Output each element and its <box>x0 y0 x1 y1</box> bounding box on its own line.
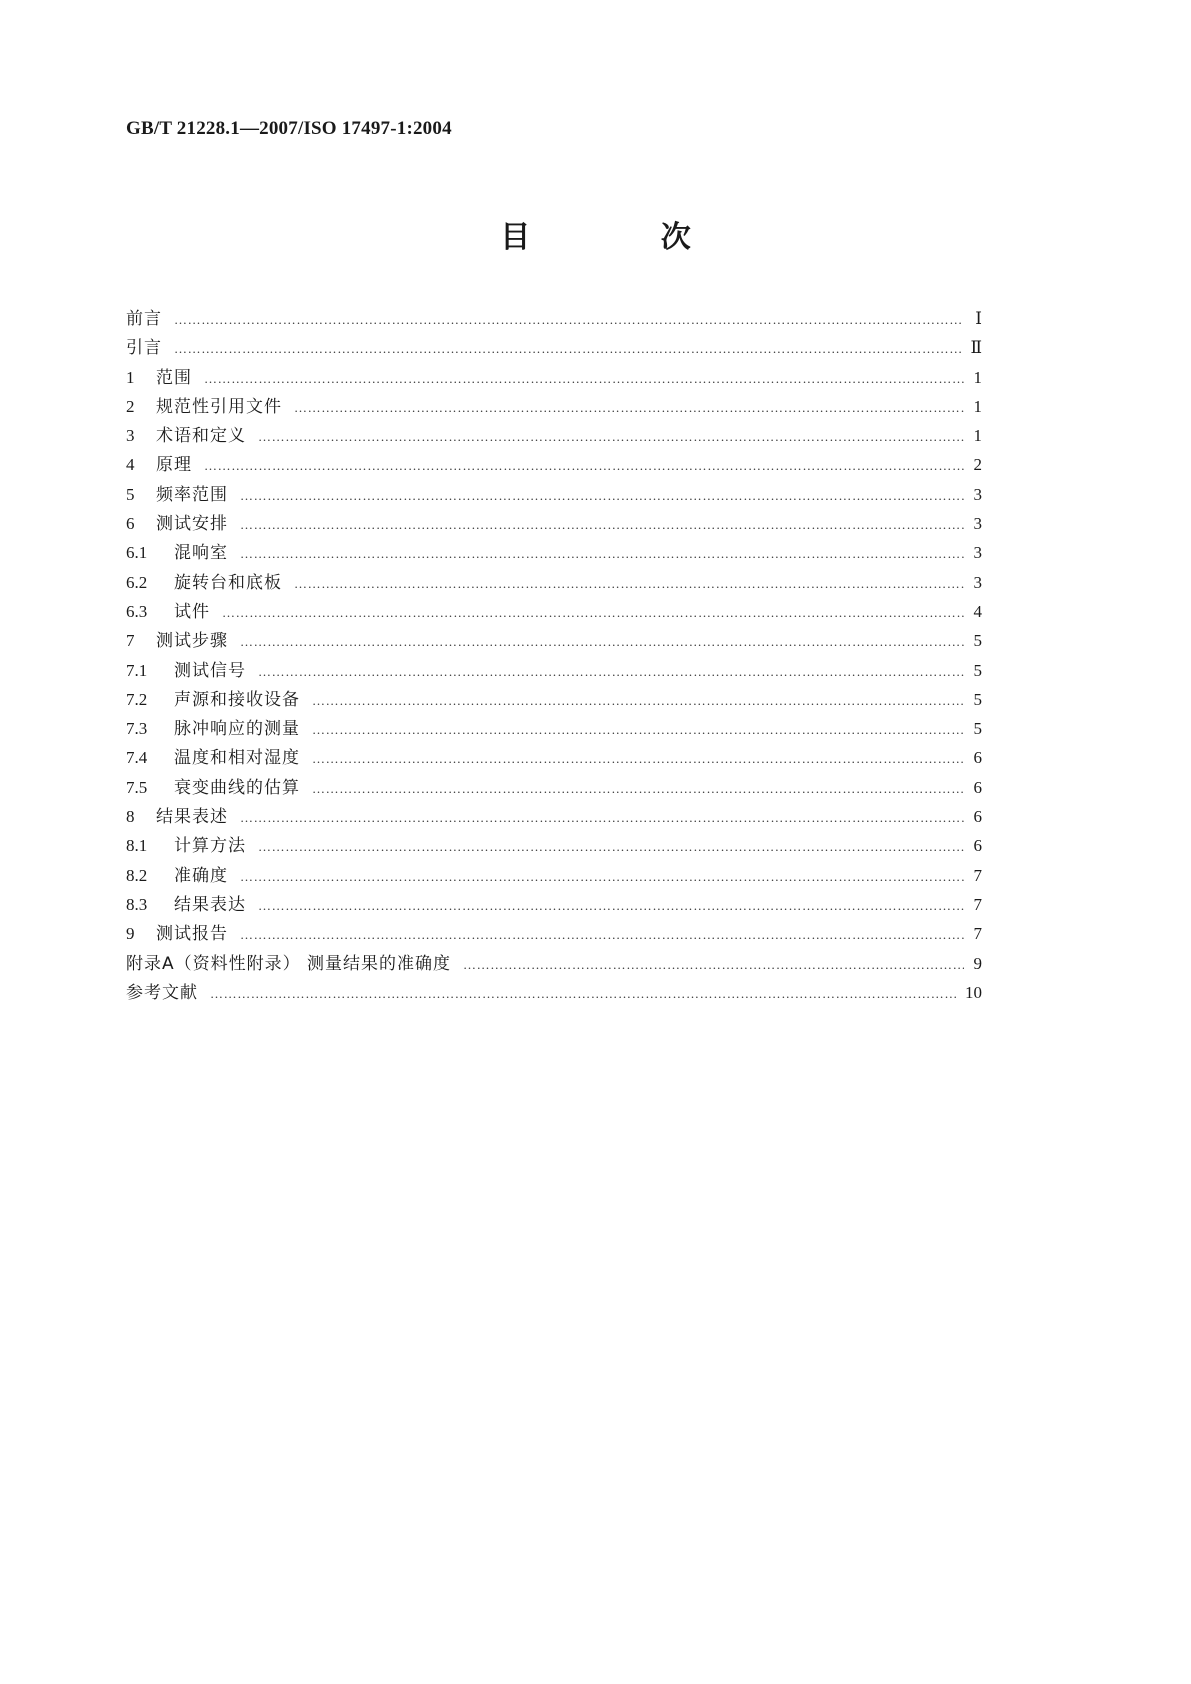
toc-entry[interactable] <box>126 831 982 860</box>
toc-entry-label: 测试安排 <box>156 514 228 535</box>
toc-dot-leader <box>258 664 964 680</box>
toc-entry-page: 6 <box>973 807 982 827</box>
toc-dot-leader <box>204 458 964 474</box>
toc-dot-leader <box>174 312 964 328</box>
toc-entry-label: 结果表达 <box>174 894 246 915</box>
toc-entry-number: 7.5 <box>126 777 148 797</box>
toc-entry-number: 6.3 <box>126 601 148 621</box>
toc-dot-leader <box>240 488 964 504</box>
toc-entry-label: 衰变曲线的估算 <box>174 777 300 798</box>
toc-entry-page: 1 <box>973 426 982 446</box>
toc-entry-label: 附录A（资料性附录） 测量结果的准确度 <box>126 953 452 974</box>
toc-entry-label: 参考文献 <box>126 982 198 1003</box>
toc-entry[interactable] <box>126 890 982 919</box>
toc-entry[interactable] <box>126 802 982 831</box>
toc-dot-leader <box>258 429 964 445</box>
toc-dot-leader <box>222 605 964 621</box>
toc-entry-label: 计算方法 <box>174 836 246 857</box>
toc-entry-page: 6 <box>973 748 982 768</box>
toc-entry-label: 规范性引用文件 <box>156 396 282 417</box>
toc-dot-leader <box>240 927 964 943</box>
toc-entry-page: 5 <box>973 660 982 680</box>
toc-entry[interactable] <box>126 392 982 421</box>
toc-entry-label: 频率范围 <box>156 484 228 505</box>
toc-entry[interactable] <box>126 949 982 978</box>
toc-dot-leader <box>294 400 964 416</box>
toc-dot-leader <box>258 898 964 914</box>
standard-code: GB/T 21228.1—2007/ISO 17497-1:2004 <box>126 118 452 139</box>
toc-entry[interactable] <box>126 509 982 538</box>
toc-entry-number: 4 <box>126 455 135 475</box>
toc-entry-label: 温度和相对湿度 <box>174 748 300 769</box>
toc-entry-page: 3 <box>973 572 982 592</box>
toc-entry[interactable] <box>126 773 982 802</box>
toc-entry-page: Ⅱ <box>970 338 982 358</box>
toc-entry[interactable] <box>126 685 982 714</box>
toc-entry-label: 引言 <box>126 338 162 359</box>
toc-entry-label: 旋转台和底板 <box>174 572 282 593</box>
toc-entry-page: 1 <box>973 367 982 387</box>
toc-entry-number: 8.1 <box>126 836 148 856</box>
toc-dot-leader <box>294 576 964 592</box>
toc-entry-page: 3 <box>973 484 982 504</box>
toc-entry-number: 6.2 <box>126 572 148 592</box>
toc-entry-page: 9 <box>973 953 982 973</box>
toc-entry-number: 8.2 <box>126 865 148 885</box>
toc-entry-page: 5 <box>973 719 982 739</box>
toc-entry-page: 5 <box>973 689 982 709</box>
toc-entry-page: 7 <box>973 894 982 914</box>
toc-entry[interactable] <box>126 978 982 1007</box>
toc-entry-page: 4 <box>973 601 982 621</box>
toc-entry-label: 脉冲响应的测量 <box>174 719 300 740</box>
toc-dot-leader <box>240 869 964 885</box>
toc-dot-leader <box>210 986 957 1002</box>
toc-entry[interactable] <box>126 450 982 479</box>
toc-entry-label: 范围 <box>156 367 192 388</box>
toc-entry-label: 混响室 <box>174 543 228 564</box>
toc-entry[interactable] <box>126 714 982 743</box>
toc-entry-number: 1 <box>126 367 135 387</box>
toc-entry-number: 6 <box>126 514 135 534</box>
toc-dot-leader <box>174 341 962 357</box>
toc-entry-page: 10 <box>965 982 982 1002</box>
toc-entry-page: 7 <box>973 924 982 944</box>
toc-entry-number: 7.1 <box>126 660 148 680</box>
toc-entry[interactable] <box>126 304 982 333</box>
toc-dot-leader <box>240 634 964 650</box>
toc-entry[interactable] <box>126 626 982 655</box>
toc-entry-label: 测试报告 <box>156 924 228 945</box>
toc-entry-label: 测试步骤 <box>156 631 228 652</box>
toc-entry-page: 7 <box>973 865 982 885</box>
toc-entry[interactable] <box>126 861 982 890</box>
toc-entry-label: 前言 <box>126 309 162 329</box>
toc-dot-leader <box>204 371 964 387</box>
toc-entry[interactable] <box>126 538 982 567</box>
toc-entry[interactable] <box>126 656 982 685</box>
toc-entry-number: 3 <box>126 426 135 446</box>
toc-dot-leader <box>312 693 964 709</box>
toc-entry-page: Ⅰ <box>975 309 982 328</box>
toc-entry-page: 5 <box>973 631 982 651</box>
toc-entry-page: 3 <box>973 543 982 563</box>
toc-dot-leader <box>312 751 964 767</box>
toc-entry-label: 试件 <box>174 601 210 622</box>
toc-entry[interactable] <box>126 421 982 450</box>
toc-entry-page: 3 <box>973 514 982 534</box>
toc-entry-label: 声源和接收设备 <box>174 689 300 710</box>
toc-entry[interactable] <box>126 568 982 597</box>
toc-entry-label: 准确度 <box>174 865 228 886</box>
toc-entry-page: 1 <box>973 396 982 416</box>
toc-entry[interactable] <box>126 363 982 392</box>
table-of-contents <box>126 304 982 1007</box>
toc-entry[interactable] <box>126 597 982 626</box>
toc-entry-number: 8.3 <box>126 894 148 914</box>
toc-entry[interactable] <box>126 480 982 509</box>
toc-entry[interactable] <box>126 743 982 772</box>
toc-entry[interactable] <box>126 333 982 362</box>
toc-entry-page: 6 <box>973 777 982 797</box>
toc-entry-number: 7.2 <box>126 689 148 709</box>
toc-entry-label: 原理 <box>156 455 192 476</box>
toc-dot-leader <box>312 722 964 738</box>
toc-entry-page: 6 <box>973 836 982 856</box>
toc-dot-leader <box>240 546 964 562</box>
toc-dot-leader <box>312 781 964 797</box>
toc-entry-number: 8 <box>126 807 135 827</box>
toc-entry-number: 2 <box>126 396 135 416</box>
toc-entry-label: 测试信号 <box>174 660 246 681</box>
toc-entry-page: 2 <box>973 455 982 475</box>
toc-entry-number: 9 <box>126 924 135 944</box>
toc-entry-number: 7.4 <box>126 748 148 768</box>
page-title: 目 次 <box>500 220 751 255</box>
toc-entry-number: 7 <box>126 631 135 651</box>
toc-dot-leader <box>463 957 964 973</box>
toc-entry-number: 5 <box>126 484 135 504</box>
toc-entry[interactable] <box>126 919 982 948</box>
toc-entry-number: 6.1 <box>126 543 148 563</box>
toc-dot-leader <box>240 810 964 826</box>
toc-entry-label: 术语和定义 <box>156 426 246 447</box>
toc-dot-leader <box>240 517 964 533</box>
toc-dot-leader <box>258 839 964 855</box>
toc-entry-label: 结果表述 <box>156 807 228 828</box>
toc-entry-number: 7.3 <box>126 719 148 739</box>
